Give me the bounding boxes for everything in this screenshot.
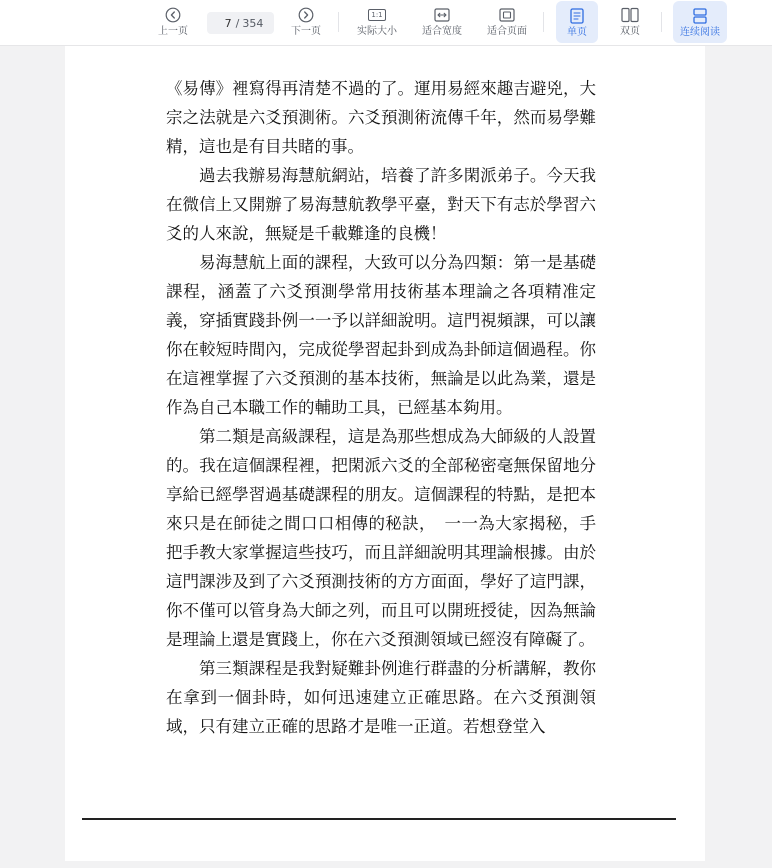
prev-page-button[interactable] bbox=[152, 0, 194, 44]
page-footer-rule bbox=[82, 818, 676, 820]
page-separator: / bbox=[235, 16, 240, 30]
fit-width-icon bbox=[434, 6, 450, 24]
next-page-button[interactable] bbox=[285, 0, 327, 44]
paragraph: 第三類課程是我對疑難卦例進行群盡的分析講解，教你在拿到一個卦時，如何迅速建立正確思路。在六爻預測領域，只有建立正確的思路才是唯一正道。若想登堂入 bbox=[166, 659, 596, 736]
toolbar-divider bbox=[661, 12, 662, 32]
double-page-icon bbox=[621, 6, 639, 24]
actual-size-label: 实际大小 bbox=[357, 26, 397, 37]
fit-page-icon bbox=[499, 6, 515, 24]
single-page-label: 单页 bbox=[567, 27, 587, 38]
single-page-button[interactable] bbox=[556, 1, 598, 43]
chevron-right-circle-icon bbox=[298, 6, 314, 24]
continuous-reading-label: 连续阅读 bbox=[680, 27, 720, 38]
page-number-input[interactable] bbox=[218, 17, 232, 30]
paragraph: 易海慧航上面的課程，大致可以分為四類：第一是基礎課程，涵蓋了六爻預測學常用技術基本理論之各項精准定義，穿插實踐卦例一一予以詳細說明。這門視頻課，可以讓你在較短時間內，完成從學習起卦到成為卦師這個過程。你在這裡掌握了六爻預測的基本技術，無論是以此為業，還是作為自己本職工作的輔助工具，已經基本夠用。 bbox=[166, 253, 596, 417]
paragraph: 《易傳》裡寫得再清楚不過的了。運用易經來趣吉避兇，大宗之法就是六爻預測術。六爻預測術流傳千年，然而易學難精，這也是有目共睹的事。 bbox=[166, 79, 596, 156]
toolbar-divider bbox=[338, 12, 339, 32]
paragraph: 過去我辦易海慧航網站，培養了許多閑派弟子。今天我在微信上又開辦了易海慧航教學平臺，對天下有志於學習六爻的人來說，無疑是千載難逢的良機！ bbox=[166, 166, 596, 243]
page-indicator bbox=[207, 12, 274, 34]
page-text bbox=[166, 74, 596, 741]
fit-width-button[interactable] bbox=[416, 0, 468, 44]
continuous-reading-icon bbox=[692, 7, 708, 25]
chevron-left-circle-icon bbox=[165, 6, 181, 24]
reader-toolbar bbox=[0, 0, 772, 46]
actual-size-button[interactable] bbox=[350, 0, 404, 44]
fit-width-label: 适合宽度 bbox=[422, 26, 462, 37]
prev-page-label: 上一页 bbox=[158, 26, 188, 37]
total-pages: 354 bbox=[242, 16, 264, 30]
document-page bbox=[65, 46, 705, 861]
actual-size-icon: 1:1 bbox=[368, 6, 385, 24]
paragraph: 第二類是高級課程，這是為那些想成為大師級的人設置的。我在這個課程裡，把閑派六爻的全部秘密毫無保留地分享給已經學習過基礎課程的朋友。這個課程的特點，是把本來只是在師徒之間口口相傳的秘訣， 一一為大家揭秘，手把手教大家掌握這些技巧，而且詳細說明其理論根據。由於這門課涉及到了六爻預測技術的方方面面，學好了這門課，你不僅可以管身為大師之列，而且可以開班授徒，因為無論是理論上還是實踐上，你在六爻預測領域已經沒有障礙了。 bbox=[166, 427, 596, 649]
fit-page-label: 适合页面 bbox=[487, 26, 527, 37]
double-page-button[interactable] bbox=[609, 0, 651, 44]
single-page-icon bbox=[570, 7, 584, 25]
fit-page-button[interactable] bbox=[481, 0, 533, 44]
double-page-label: 双页 bbox=[620, 26, 640, 37]
toolbar-divider bbox=[543, 12, 544, 32]
next-page-label: 下一页 bbox=[291, 26, 321, 37]
continuous-reading-button[interactable] bbox=[673, 1, 727, 43]
